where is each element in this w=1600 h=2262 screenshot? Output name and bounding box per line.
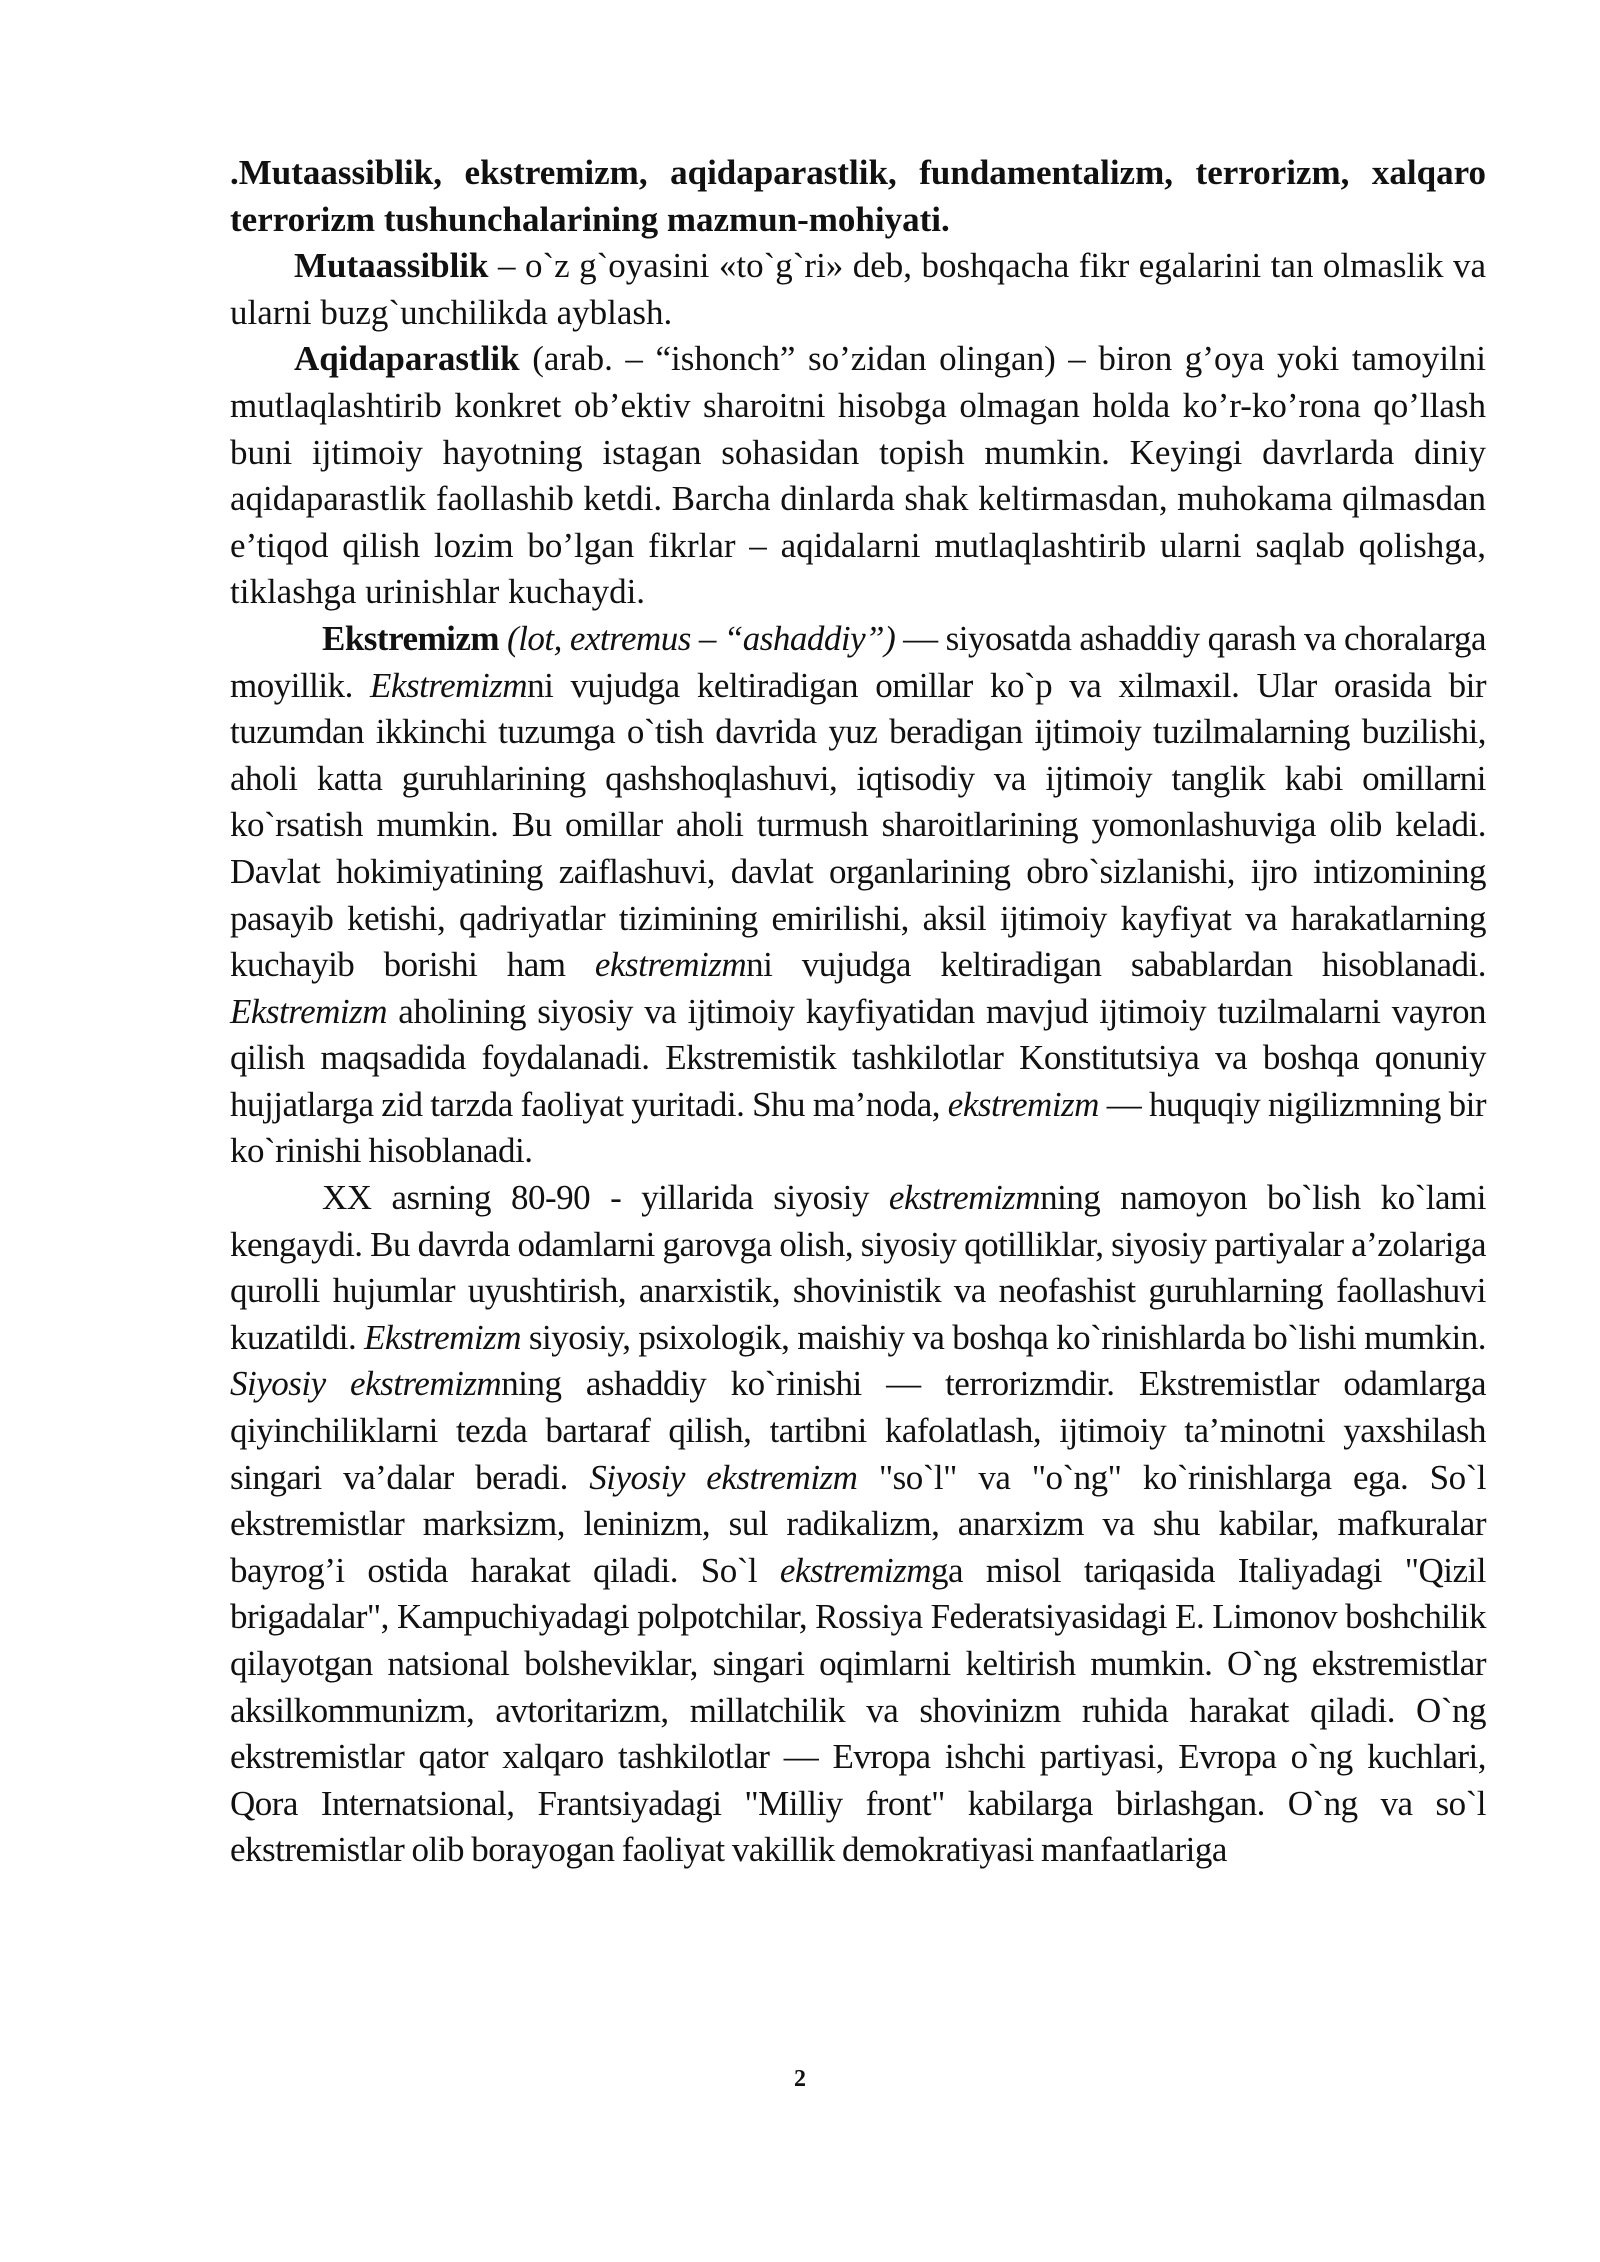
italic-term: ekstremizm (888, 1178, 1041, 1218)
text-run: siyosiy, psixologik, maishiy va boshqa ko`rinishlarda bo`lishi mumkin. (521, 1317, 1486, 1357)
text-run: ni vujudga keltiradigan omillar ko`p va xilmaxil. Ular orasida bir tuzumdan ikkinchi tuzumga o`tish davrida yuz beradigan ijtimoiy tuzilmalarning buzilishi, aholi katta guruhlarining qashshoqlashuvi, iqtisodiy va ijtimoiy tanglik kabi omillarni ko`rsatish mumkin. Bu omillar aholi turmush sharoitlarining yomonlashuviga olib keladi. Davlat hokimiyatining zaiflashuvi, davlat organlarining obro`sizlanishi, ijro intizomining pasayib ketishi, qadriyatlar tizimining emirilishi, aksil ijtimoiy kayfiyat va harakatlarning kuchayib borishi ham (230, 665, 1486, 985)
italic-term: ekstremizm (947, 1084, 1099, 1124)
text-run: ni vujudga keltiradigan sabablardan hisoblanadi. (746, 945, 1487, 985)
document-page (230, 150, 1486, 1874)
text-run: — siyosatda ashaddiy qarash va choralarga moyillik. (230, 618, 1486, 705)
definition-mutaassiblik: – o`z g`oyasini «to`g`ri» deb, boshqacha fikr egalarini tan olmaslik va ularni buzg`unchilikda ayblash. (230, 246, 1486, 332)
text-run: ning ashaddiy ko`rinishi — terrorizmdir. Ekstremistlar odamlarga qiyinchiliklarni tezda bartaraf qilish, tartibni kafolatlash, ijtimoiy ta’minotni yaxshilash singari va’dalar beradi. (230, 1364, 1486, 1497)
etymology-ekstremizm: (lot, extremus – “ashaddiy”) (499, 618, 896, 658)
text-run: ning namoyon bo`lish ko`lami kengaydi. Bu davrda odamlarni garovga olish, siyosiy qotilliklar, siyosiy partiyalar a’zolariga qurolli hujumlar uyushtirish, anarxistik, shovinistik va neofashist guruhlarning faollashuvi kuzatildi. (230, 1178, 1486, 1357)
section-heading: .Mutaassiblik, ekstremizm, aqidaparastlik, fundamentalizm, terrorizm, xalqaro terrorizm tushunchalarining mazmun-mohiyati. (230, 153, 1486, 239)
paragraph-aqidaparastlik (230, 336, 1486, 616)
italic-term: Siyosiy ekstremizm (589, 1457, 858, 1497)
text-run: "so`l" va "o`ng" ko`rinishlarga ega. So`l ekstremistlar marksizm, leninizm, sul radikalizm, anarxizm va shu kabilar, mafkuralar bayrog’i ostida harakat qiladi. So`l (230, 1457, 1486, 1590)
paragraph-mutaassiblik (230, 243, 1486, 336)
italic-term: Ekstremizm (370, 665, 528, 705)
italic-term: ekstremizm (779, 1550, 932, 1590)
italic-term: Ekstremizm (364, 1317, 522, 1357)
paragraph-ekstremizm (230, 616, 1486, 1175)
paragraph-xx-asr (230, 1175, 1486, 1874)
text-run: aholining siyosiy va ijtimoiy kayfiyatidan mavjud ijtimoiy tuzilmalarni vayron qilish maqsadida foydalanadi. Ekstremistik tashkilotlar Konstitutsiya va boshqa qonuniy hujjatlarga zid tarzda faoliyat yuritadi. Shu ma’noda, (230, 991, 1486, 1124)
italic-term: Ekstremizm (230, 991, 388, 1031)
text-run: XX asrning 80-90 - yillarida siyosiy (322, 1178, 889, 1218)
text-run: — huquqiy nigilizmning bir ko`rinishi hisoblanadi. (230, 1084, 1486, 1171)
term-aqidaparastlik: Aqidaparastlik (294, 339, 520, 379)
text-run: ga misol tariqasida Italiyadagi "Qizil brigadalar", Kampuchiyadagi polpotchilar, Rossiya Federatsiyasidagi E. Limonov boshchilik qilayotgan natsional bolsheviklar, singari oqimlarni keltirish mumkin. O`ng ekstremistlar aksilkommunizm, avtoritarizm, millatchilik va shovinizm ruhida harakat qiladi. O`ng ekstremistlar qator xalqaro tashkilotlar — Evropa ishchi partiyasi, Evropa o`ng kuchlari, Qora Internatsional, Frantsiyadagi "Milliy front" kabilarga birlashgan. O`ng va so`l ekstremistlar olib borayogan faoliyat vakillik demokratiyasi manfaatlariga (230, 1550, 1486, 1870)
term-ekstremizm: Ekstremizm (322, 618, 500, 658)
italic-term: ekstremizm (594, 945, 747, 985)
term-mutaassiblik: Mutaassiblik (294, 246, 489, 286)
page-number: 2 (794, 2066, 806, 2092)
definition-aqidaparastlik: (arab. – “ishonch” so’zidan olingan) – biron g’oya yoki tamoyilni mutlaqlashtirib konkret ob’ektiv sharoitni hisobga olmagan holda ko’r-ko’rona qo’llash buni ijtimoiy hayotning istagan sohasidan topish mumkin. Keyingi davrlarda diniy aqidaparastlik faollashib ketdi. Barcha dinlarda shak keltirmasdan, muhokama qilmasdan e’tiqod qilish lozim bo’lgan fikrlar – aqidalarni mutlaqlashtirib ularni saqlab qolishga, tiklashga urinishlar kuchaydi. (230, 339, 1486, 612)
italic-term: Siyosiy ekstremizm (230, 1364, 502, 1404)
